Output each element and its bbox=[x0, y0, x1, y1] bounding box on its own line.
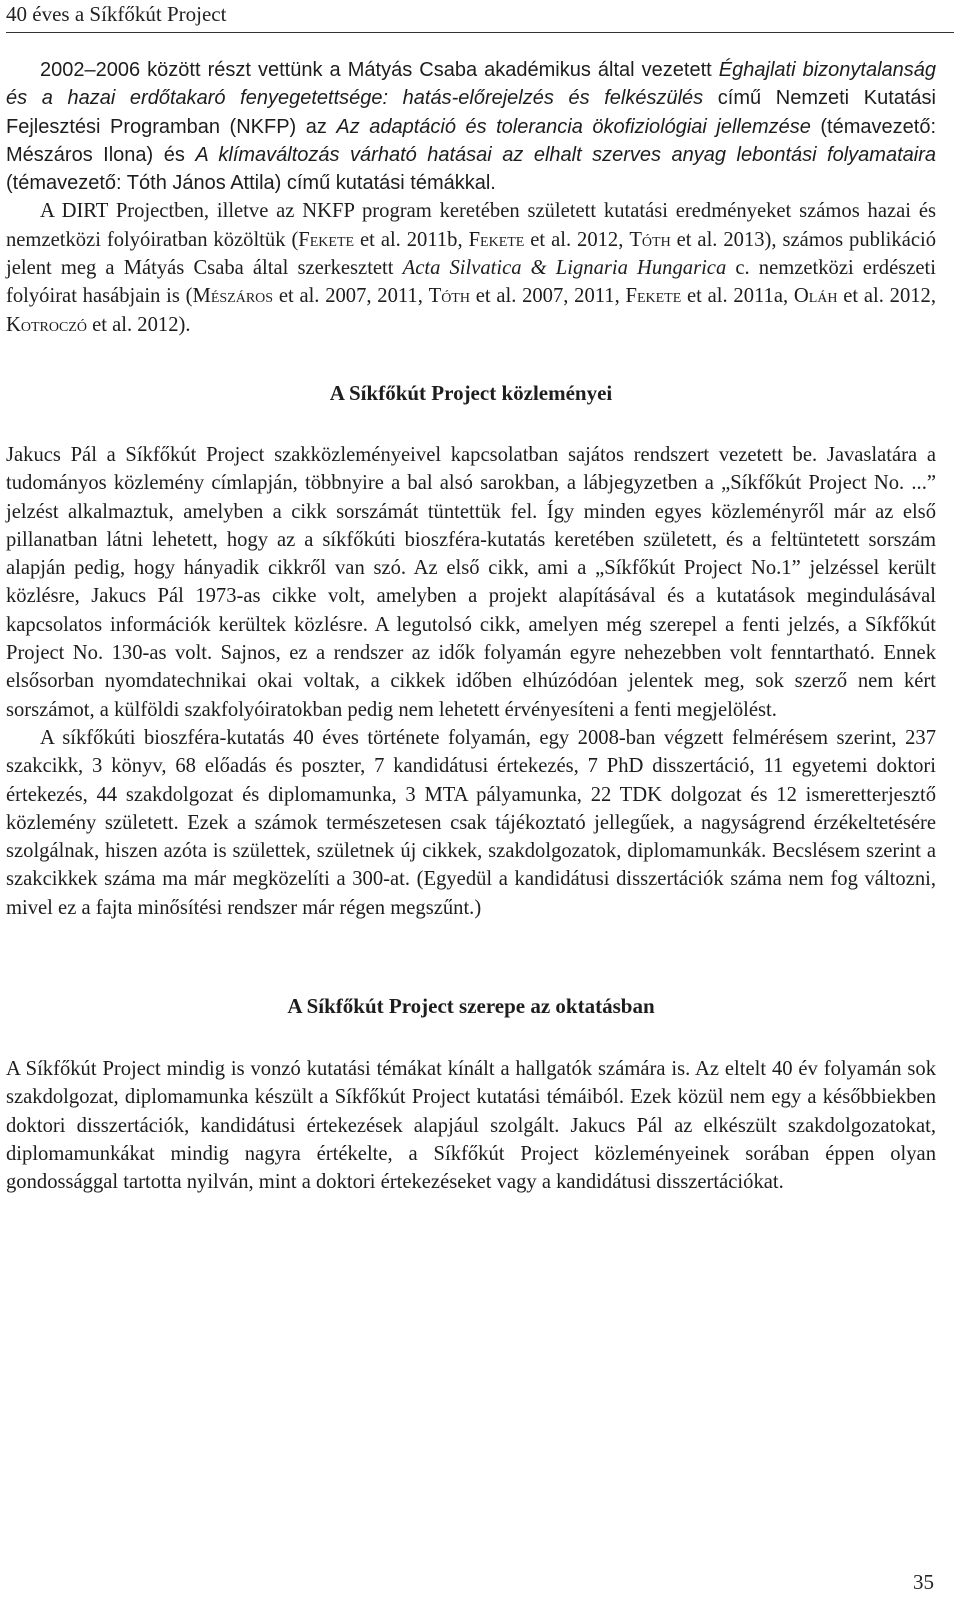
section-title-publications: A Síkfőkút Project közleményei bbox=[329, 380, 613, 405]
author-citation: Oláh bbox=[793, 285, 838, 308]
text-run: A DIRT Projectben, illetve az NKFP program keretében született kutatási eredményeket számos hazai és nemzetközi folyóiratban közöltük ( bbox=[6, 200, 936, 251]
page-content bbox=[6, 56, 936, 1197]
text-run: et al. 2007, 2011, bbox=[469, 285, 626, 308]
text-run: (témavezető: Mészáros Ilona) és bbox=[6, 115, 936, 166]
author-citation: Tóth bbox=[428, 285, 470, 308]
spacer bbox=[6, 407, 936, 441]
author-citation: Fekete bbox=[468, 228, 525, 251]
author-citation: Fekete bbox=[298, 228, 355, 251]
spacer bbox=[6, 339, 936, 379]
text-run: (témavezető: Tóth János Attila) című kutatási témákkal. bbox=[6, 172, 496, 195]
text-run: c. nemzetközi erdészeti folyóirat hasábjain is ( bbox=[6, 257, 936, 308]
author-citation: Mészáros bbox=[192, 285, 274, 308]
text-run: et al. 2012, bbox=[837, 285, 936, 308]
page-number: 35 bbox=[913, 1570, 934, 1594]
section-title-education: A Síkfőkút Project szerepe az oktatásban bbox=[287, 994, 655, 1019]
journal-title-italic: Acta Silvatica & Lignaria Hungarica bbox=[402, 257, 727, 280]
text-run: et al. 2012, bbox=[524, 228, 630, 251]
text-run: című Nemzeti Kutatási Fejlesztési Programban (NKFP) az bbox=[6, 87, 936, 138]
author-citation: Kotroczó bbox=[6, 313, 87, 336]
intro-paragraph-1 bbox=[6, 56, 936, 197]
running-head bbox=[6, 0, 954, 33]
spacer bbox=[6, 922, 936, 992]
topic-title-italic: Az adaptáció és tolerancia ökofiziológiai jellemzése bbox=[336, 115, 811, 138]
publications-paragraph-1: Jakucs Pál a Síkfőkút Project szakközleményeivel kapcsolatban sajátos rendszert vezetett be. Javaslatára a tudományos közlemény címlapján, többnyire a bal alsó sarokban, a lábjegyzetben a „Síkfőkút Project No. ...” jelzést alkalmaztuk, amelyben a cikk sorszámát tüntettük fel. Így minden egyes közleményről már az első pillanatban látni lehetett, hogy az a síkfőkúti bioszféra-kutatás keretében született, és a feltüntetett sorszám alapján pedig, hogy hányadik cikkről van szó. Az első cikk, ami a „Síkfőkút Project No.1” jelzéssel került közlésre, Jakucs Pál 1973-as cikke volt, amelyben a projekt alapításával és a kutatások megindulásával kapcsolatos információk kerültek közlésre. A legutolsó cikk, amelyen még szerepel a fenti jelzés, a Síkfőkút Project No. 130-as volt. Sajnos, ez a rendszer az idők folyamán egyre nehezebben volt fenntartható. Ennek elsősorban nyomdatechnikai okai voltak, a cikkek időben elhúzódóan jelentek meg, sok szerző nem kért sorszámot, a külföldi szakfolyóiratokban pedig nem lehetett érvényesíteni a fenti megjelölést. bbox=[6, 443, 936, 721]
text-run: et al. 2012). bbox=[86, 313, 191, 336]
topic-title-italic: A klímaváltozás várható hatásai az elhalt szerves anyag lebontási folyamataira bbox=[195, 143, 936, 166]
author-citation: Fekete bbox=[625, 285, 682, 308]
text-run: et al. 2007, 2011, bbox=[273, 285, 429, 308]
text-run: et al. 2011b, bbox=[354, 228, 469, 251]
text-run: et al. 2011a, bbox=[681, 285, 794, 308]
text-run: et al. 2013), számos publikáció jelent meg a Mátyás Csaba által szerkesztett bbox=[6, 228, 936, 280]
publications-paragraph-2: A síkfőkúti bioszféra-kutatás 40 éves története folyamán, egy 2008-ban végzett felmérésem szerint, 237 szakcikk, 3 könyv, 68 előadás és poszter, 7 kandidátusi értekezés, 7 PhD disszertáció, 11 egyetemi doktori értekezés, 44 szakdolgozat és diplomamunka, 3 MTA pályamunka, 22 TDK dolgozat és 12 ismeretterjesztő közlemény született. Ezek a számok természetesen csak tájékoztató jellegűek, a nagyságrend érzékeltetésére szolgálnak, hiszen azóta is születtek, születnek új cikkek, szakdolgozatok, diplomamunkák. Becslésem szerint a szakcikkek száma ma már megközelíti a 300-at. (Egyedül a kandidátusi disszertációk száma nem fog változni, mivel ez a fajta minősítési rendszer már régen megszűnt.) bbox=[6, 726, 936, 919]
text-run: 2002–2006 között részt vettünk a Mátyás Csaba akadémikus által vezetett bbox=[40, 59, 719, 81]
intro-paragraph-2 bbox=[6, 197, 936, 338]
project-title-italic: Éghajlati bizonytalanság és a hazai erdőtakaró fenyegetettsége: hatás-előrejelzés és felkészülés bbox=[6, 59, 937, 110]
spacer bbox=[6, 1020, 936, 1055]
running-title: 40 éves a Síkfőkút Project bbox=[6, 2, 227, 26]
author-citation: Tóth bbox=[629, 228, 671, 251]
education-paragraph-1: A Síkfőkút Project mindig is vonzó kutatási témákat kínált a hallgatók számára is. Az eltelt 40 év folyamán sok szakdolgozat, diplomamunka készült a Síkfőkút Project kutatási témáiból. Ezek közül nem egy a későbbiekben doktori disszertációk, kandidátusi értekezések alapjául szolgált. Jakucs Pál az elkészült szakdolgozatokat, diplomamunkákat mindig nagyra értékelte, a Síkfőkút Project közleményeinek sorában éppen olyan gondossággal tartotta nyilván, mint a doktori értekezéseket vagy a kandidátusi disszertációkat. bbox=[6, 1058, 936, 1194]
